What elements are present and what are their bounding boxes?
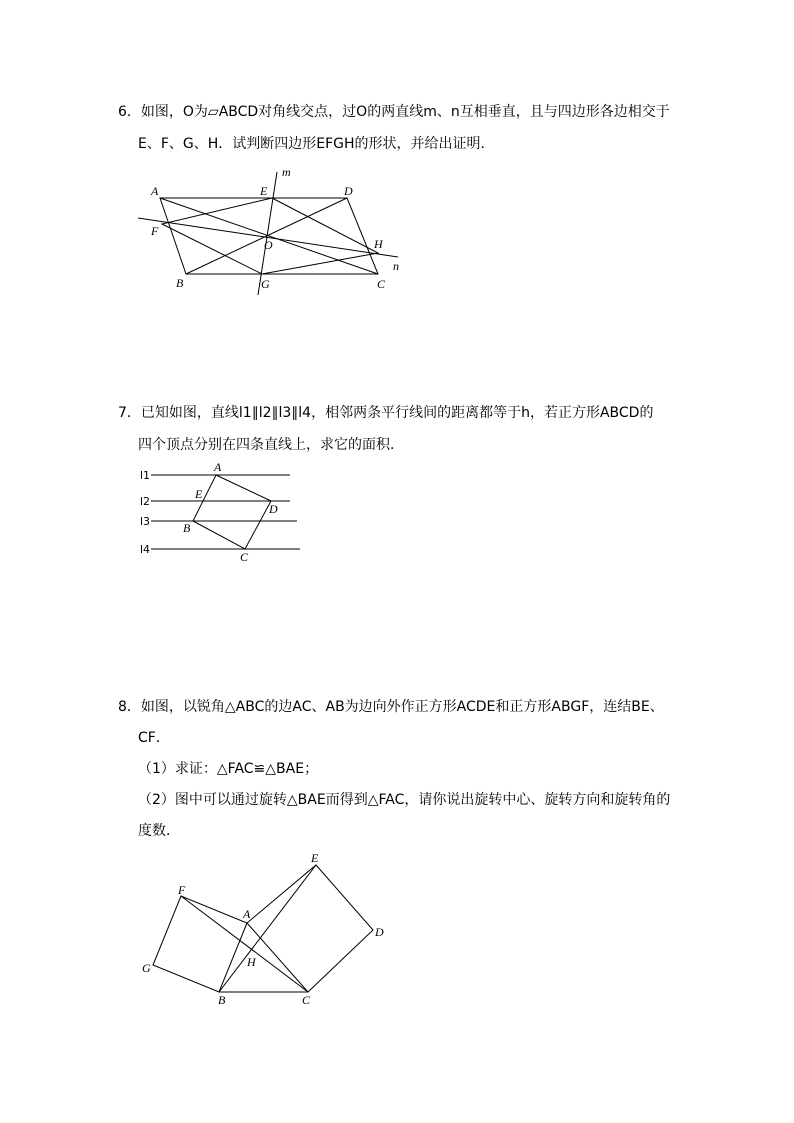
label-m: m [282, 165, 291, 179]
label-A: A [151, 184, 159, 198]
label-l4: l4 [140, 543, 151, 556]
label-F: F [151, 224, 159, 238]
label-n: n [393, 259, 399, 273]
problem-7-line-1: 7．已知如图，直线l1∥l2∥l3∥l4，相邻两条平行线间的距离都等于h，若正方形ABCD的 [118, 405, 654, 421]
problem-8-line-5: 度数． [138, 823, 180, 839]
label-l2: l2 [140, 495, 151, 508]
label-D: D [344, 184, 353, 198]
problem-7-line-2: 四个顶点分别在四条直线上，求它的面积． [138, 437, 404, 453]
label-A: A [214, 460, 222, 474]
label-D: D [375, 925, 384, 939]
square-acde [247, 865, 373, 992]
problem-8-line-2: CF． [138, 730, 170, 746]
label-l3: l3 [140, 515, 151, 528]
problem-6-line-1: 6．如图，O为▱ABCD对角线交点，过O的两直线m、n互相垂直，且与四边形各边相交于 [118, 104, 670, 120]
figure-8-squares [135, 848, 395, 1008]
label-E: E [260, 184, 268, 198]
problem-8-part-2: （2）图中可以通过旋转△BAE而得到△FAC，请你说出旋转中心、旋转方向和旋转角的 [138, 792, 671, 808]
segment-be [219, 865, 316, 992]
label-G: G [261, 277, 270, 291]
label-F: F [178, 883, 186, 897]
label-l1: l1 [140, 469, 151, 482]
label-B: B [176, 276, 184, 290]
label-H: H [247, 955, 256, 969]
label-H: H [374, 237, 383, 251]
label-B: B [218, 993, 226, 1007]
label-C: C [377, 277, 386, 291]
label-E: E [195, 487, 203, 501]
problem-6-line-2: E、F、G、H．试判断四边形EFGH的形状，并给出证明． [138, 136, 495, 152]
problem-8-part-1: （1）求证：△FAC≌△BAE； [138, 761, 319, 777]
square-abcd [193, 475, 271, 549]
label-O: O [264, 238, 273, 252]
label-C: C [240, 550, 249, 564]
label-G: G [142, 961, 151, 975]
figure-7-parallel-lines [135, 460, 315, 570]
figure-6-parallelogram [130, 160, 410, 300]
problem-8-line-1: 8．如图，以锐角△ABC的边AC、AB为边向外作正方形ACDE和正方形ABGF，连结BE、 [118, 699, 664, 715]
label-D: D [269, 502, 278, 516]
label-B: B [183, 521, 191, 535]
label-C: C [302, 993, 311, 1007]
label-A: A [243, 907, 251, 921]
label-E: E [311, 851, 319, 865]
